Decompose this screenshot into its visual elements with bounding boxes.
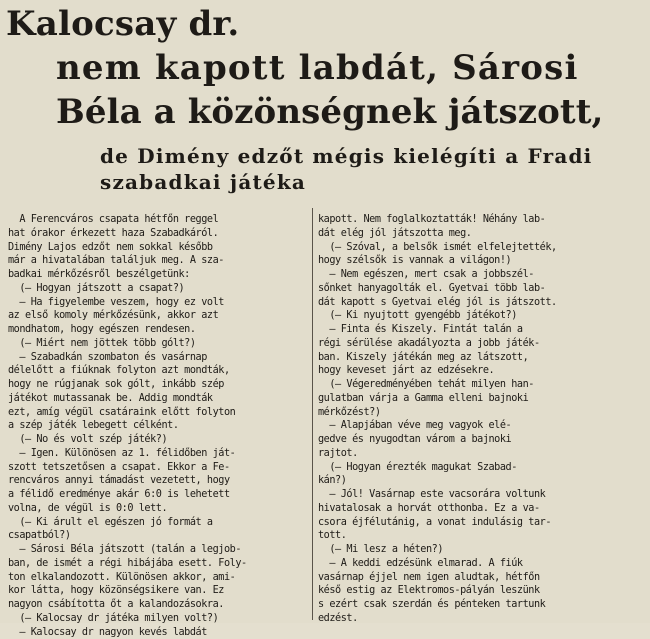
article-line: s ezért csak szerdán és pénteken tartunk bbox=[318, 598, 644, 612]
article-right-column bbox=[318, 213, 644, 626]
article-line: dát elég jól játszotta meg. bbox=[318, 227, 644, 241]
article-line: (— Hogyan játszott a csapat?) bbox=[8, 282, 310, 296]
article-line: kapott. Nem foglalkoztatták! Néhány lab- bbox=[318, 213, 644, 227]
article-line: a félidő eredménye akár 6:0 is lehetett bbox=[8, 488, 310, 502]
article-line: — Igen. Különösen az 1. félidőben ját- bbox=[8, 447, 310, 461]
article-line: — A keddi edzésünk elmarad. A fiúk bbox=[318, 557, 644, 571]
article-line: ezt, amíg végül csatáraink előtt folyton bbox=[8, 406, 310, 420]
headline-line-1: Kalocsay dr. bbox=[6, 4, 239, 44]
article-line: — Szabadkán szombaton és vasárnap bbox=[8, 351, 310, 365]
article-line: régi sérülése akadályozta a jobb játék- bbox=[318, 337, 644, 351]
article-line: — Kalocsay dr nagyon kevés labdát bbox=[8, 626, 310, 639]
article-line: dát kapott s Gyetvai elég jól is játszott. bbox=[318, 296, 644, 310]
article-line: szott tetszetősen a csapat. Ekkor a Fe- bbox=[8, 461, 310, 475]
article-left-column bbox=[8, 213, 310, 639]
article-line: — Nem egészen, mert csak a jobbszél- bbox=[318, 268, 644, 282]
subheadline-line-1: de Dimény edzőt mégis kielégíti a Fradi bbox=[100, 144, 592, 168]
article-line: késő estig az Elektromos-pályán leszünk bbox=[318, 584, 644, 598]
article-line: Dimény Lajos edzőt nem sokkal később bbox=[8, 241, 310, 255]
article-line: csora éjfélutánig, a vonat indulásig tar- bbox=[318, 516, 644, 530]
article-line: (— Ki nyujtott gyengébb játékot?) bbox=[318, 309, 644, 323]
article-line: mondhatom, hogy egészen rendesen. bbox=[8, 323, 310, 337]
article-line: sőnket hanyagolták el. Gyetvai több lab- bbox=[318, 282, 644, 296]
article-line: hogy ne rúgjanak sok gólt, inkább szép bbox=[8, 378, 310, 392]
article-line: az első komoly mérkőzésünk, akkor azt bbox=[8, 309, 310, 323]
article-line: hogy keveset járt az edzésekre. bbox=[318, 364, 644, 378]
article-line: hogy szélsők is vannak a világon!) bbox=[318, 254, 644, 268]
article-line: játékot mutassanak be. Addig mondták bbox=[8, 392, 310, 406]
article-line: a szép játék lebegett célként. bbox=[8, 419, 310, 433]
article-line: ban, de ismét a régi hibájába esett. Foly- bbox=[8, 557, 310, 571]
headline-line-2: nem kapott labdát, Sárosi bbox=[56, 48, 579, 88]
article-line: hat órakor érkezett haza Szabadkáról. bbox=[8, 227, 310, 241]
article-line: volna, de végül is 0:0 lett. bbox=[8, 502, 310, 516]
article-line: (— Szóval, a belsők ismét elfelejtették, bbox=[318, 241, 644, 255]
article-line: tott. bbox=[318, 529, 644, 543]
article-line: mérkőzést?) bbox=[318, 406, 644, 420]
subheadline-line-2: szabadkai játéka bbox=[100, 170, 306, 194]
article-line: — Finta és Kiszely. Fintát talán a bbox=[318, 323, 644, 337]
article-line: edzést. bbox=[318, 612, 644, 626]
article-line: (— Kalocsay dr játéka milyen volt?) bbox=[8, 612, 310, 626]
article-line: — Ha figyelembe veszem, hogy ez volt bbox=[8, 296, 310, 310]
article-line: (— Hogyan érezték magukat Szabad- bbox=[318, 461, 644, 475]
article-line: (— Végeredményében tehát milyen han- bbox=[318, 378, 644, 392]
article-line: badkai mérkőzésről beszélgetünk: bbox=[8, 268, 310, 282]
article-line: (— Mi lesz a héten?) bbox=[318, 543, 644, 557]
article-line: (— Miért nem jöttek több gólt?) bbox=[8, 337, 310, 351]
article-line: ban. Kiszely játékán meg az látszott, bbox=[318, 351, 644, 365]
article-line: (— No és volt szép játék?) bbox=[8, 433, 310, 447]
article-line: (— Ki árult el egészen jó formát a bbox=[8, 516, 310, 530]
article-line: rencváros annyi támadást vezetett, hogy bbox=[8, 474, 310, 488]
article-line: ton elkalandozott. Különösen akkor, ami- bbox=[8, 571, 310, 585]
article-line: nagyon csábította őt a kalandozásokra. bbox=[8, 598, 310, 612]
headline-line-3: Béla a közönségnek játszott, bbox=[56, 92, 603, 132]
article-line: rajtot. bbox=[318, 447, 644, 461]
column-divider bbox=[312, 208, 313, 620]
article-line: kán?) bbox=[318, 474, 644, 488]
article-line: A Ferencváros csapata hétfőn reggel bbox=[8, 213, 310, 227]
article-line: már a hivatalában találjuk meg. A sza- bbox=[8, 254, 310, 268]
article-line: vasárnap éjjel nem igen aludtak, hétfőn bbox=[318, 571, 644, 585]
article-line: gulatban várja a Gamma elleni bajnoki bbox=[318, 392, 644, 406]
article-line: csapatból?) bbox=[8, 529, 310, 543]
article-line: délelőtt a fiúknak folyton azt mondták, bbox=[8, 364, 310, 378]
article-line: hivatalosak a horvát otthonba. Ez a va- bbox=[318, 502, 644, 516]
article-line: — Alapjában véve meg vagyok elé- bbox=[318, 419, 644, 433]
article-line: kor látta, hogy közönségsikere van. Ez bbox=[8, 584, 310, 598]
article-line: — Sárosi Béla játszott (talán a legjob- bbox=[8, 543, 310, 557]
article-line: gedve és nyugodtan várom a bajnoki bbox=[318, 433, 644, 447]
article-line: — Jól! Vasárnap este vacsorára voltunk bbox=[318, 488, 644, 502]
